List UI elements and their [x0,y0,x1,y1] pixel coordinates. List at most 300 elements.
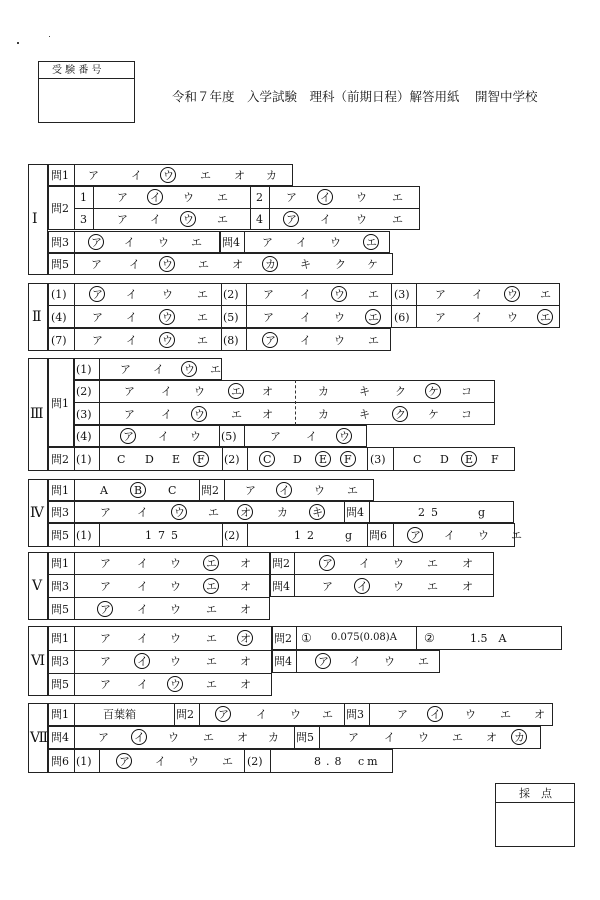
choice[interactable]: ウ [158,236,169,249]
choice[interactable]: オ [240,655,251,668]
selected-mark [203,555,219,571]
choice[interactable]: オ [240,580,251,593]
choice[interactable]: B [134,484,143,497]
choice[interactable]: D [293,453,302,466]
choice[interactable]: イ [279,484,290,497]
selected-mark [319,555,335,571]
choice[interactable]: オ [234,169,245,182]
choice[interactable]: ア [263,311,274,324]
choice[interactable]: イ [300,334,311,347]
choice[interactable]: ウ [339,430,350,443]
school-name: 開智中学校 [475,89,538,104]
choice[interactable]: E [319,453,328,466]
choice[interactable]: ウ [478,529,489,542]
selected-mark [427,706,443,722]
choice[interactable]: エ [322,708,333,721]
choice[interactable]: ア [263,288,274,301]
selected-mark [134,653,150,669]
choice[interactable]: エ [392,191,403,204]
choice[interactable]: カ [277,506,288,519]
sub-label: 2 [256,191,263,204]
label: 問6 [51,755,69,768]
choice[interactable]: オ [240,506,251,519]
choice[interactable]: ウ [194,408,205,421]
choice[interactable]: オ [534,708,545,721]
choice[interactable]: ウ [384,655,395,668]
choice[interactable]: ウ [393,557,404,570]
label: 問2 [51,453,69,466]
choice[interactable]: オ [240,678,251,691]
choice[interactable]: ウ [170,655,181,668]
selected-mark [167,676,183,692]
choice[interactable]: F [344,453,352,466]
selected-mark [276,482,292,498]
score-label: 採 点 [519,787,552,800]
choice[interactable]: キ [359,385,370,398]
answer-value[interactable]: 12 [294,529,320,542]
selected-mark [336,428,352,444]
choice[interactable]: イ [296,236,307,249]
choice[interactable]: エ [452,731,463,744]
choice[interactable]: キ [359,408,370,421]
selected-mark [425,383,441,399]
choice[interactable]: C [168,484,177,497]
selected-mark [504,286,520,302]
choice[interactable]: D [145,453,154,466]
choice[interactable]: エ [206,580,217,593]
choice[interactable]: ア [91,236,102,249]
choice[interactable]: オ [232,258,243,271]
choice[interactable]: ウ [465,708,476,721]
choice[interactable]: ウ [170,678,181,691]
choice[interactable]: ア [100,603,111,616]
choice[interactable]: オ [262,408,273,421]
label: 問2 [176,708,194,721]
choice[interactable]: ウ [170,603,181,616]
choice[interactable]: エ [217,213,228,226]
choice[interactable]: エ [203,731,214,744]
choice[interactable]: エ [206,603,217,616]
choice[interactable]: ア [322,580,333,593]
sub-label: (2) [224,529,240,542]
choice[interactable]: イ [126,311,137,324]
choice[interactable]: ウ [194,385,205,398]
choice[interactable]: ア [100,655,111,668]
choice[interactable]: カ [266,169,277,182]
sub-label: (2) [224,453,240,466]
choice[interactable]: C [117,453,126,466]
choice[interactable]: カ [265,258,276,271]
choice[interactable]: エ [197,311,208,324]
selected-mark [354,578,370,594]
choice[interactable]: イ [320,213,331,226]
choice[interactable]: イ [320,191,331,204]
selected-mark [116,753,132,769]
choice[interactable]: ア [124,385,135,398]
choice[interactable]: ウ [507,311,518,324]
answer-value[interactable]: 25 [418,506,444,519]
choice[interactable]: ウ [507,288,518,301]
choice[interactable]: ウ [162,288,173,301]
choice[interactable]: E [465,453,474,466]
selected-mark [309,504,325,520]
selected-mark [537,309,553,325]
label: 問5 [51,529,69,542]
choice[interactable]: ウ [170,557,181,570]
choice[interactable]: オ [486,731,497,744]
label: 問2 [272,557,290,570]
choice[interactable]: ア [270,430,281,443]
answer-unit: g [478,506,486,519]
choice[interactable]: イ [126,334,137,347]
answer-marker: ① [301,631,312,645]
answer-value[interactable]: 0.075(0.08)A [331,632,397,643]
choice[interactable]: イ [161,408,172,421]
choice[interactable]: ア [218,708,229,721]
selected-mark [228,383,244,399]
label: 問2 [201,484,219,497]
choice[interactable]: イ [350,655,361,668]
choice[interactable]: イ [256,708,267,721]
answer-unit: cm [358,755,381,768]
choice[interactable]: イ [430,708,441,721]
selected-mark [160,167,176,183]
sub-label: (1) [76,363,92,376]
choice[interactable]: イ [137,557,148,570]
choice[interactable]: ウ [168,731,179,744]
exam-number-field[interactable] [38,78,135,123]
selected-mark [159,332,175,348]
choice[interactable]: ウ [188,755,199,768]
choice[interactable]: カ [268,731,279,744]
choice[interactable]: イ [472,311,483,324]
choice[interactable]: カ [318,385,329,398]
selected-mark [159,309,175,325]
label: 問4 [274,655,292,668]
choice[interactable]: ア [435,311,446,324]
choice[interactable]: イ [300,288,311,301]
section-5-label: Ⅴ [32,578,43,594]
label: 問2 [51,202,69,215]
choice[interactable]: ア [119,755,130,768]
choice[interactable]: エ [231,385,242,398]
choice[interactable]: ア [286,191,297,204]
choice[interactable]: ウ [183,191,194,204]
choice[interactable]: エ [200,169,211,182]
label: 問1 [51,169,69,182]
choice[interactable]: イ [153,363,164,376]
sub-label: 3 [80,213,87,226]
choice[interactable]: ウ [162,258,173,271]
choice[interactable]: ア [120,363,131,376]
choice[interactable]: イ [134,731,145,744]
choice[interactable]: イ [357,580,368,593]
choice[interactable]: ウ [356,191,367,204]
choice[interactable]: ウ [334,288,345,301]
choice[interactable]: ア [348,731,359,744]
choice[interactable]: エ [198,258,209,271]
choice[interactable]: エ [217,191,228,204]
choice[interactable]: イ [124,236,135,249]
choice[interactable]: ウ [162,334,173,347]
choice[interactable]: ウ [190,430,201,443]
choice[interactable]: イ [137,506,148,519]
label: 問1 [51,484,69,497]
choice[interactable]: ウ [174,506,185,519]
choice[interactable]: エ [392,213,403,226]
score-field[interactable] [495,802,575,847]
selected-mark [315,653,331,669]
choice[interactable]: ア [100,678,111,691]
sub-label: (1) [51,288,67,301]
selected-mark [131,729,147,745]
choice[interactable]: エ [368,311,379,324]
choice[interactable]: ウ [162,311,173,324]
choice[interactable]: イ [472,288,483,301]
choice[interactable]: キ [300,258,311,271]
selected-mark [237,630,253,646]
choice[interactable]: F [491,453,499,466]
choice[interactable]: エ [427,580,438,593]
label: 問4 [222,236,240,249]
choice[interactable]: ア [397,708,408,721]
choice[interactable]: エ [222,755,233,768]
choice[interactable]: エ [511,529,522,542]
choice[interactable]: エ [206,557,217,570]
selected-mark [340,451,356,467]
choice[interactable]: ウ [334,334,345,347]
choice[interactable]: ア [88,169,99,182]
label: 問3 [51,506,69,519]
choice[interactable]: イ [131,169,142,182]
choice[interactable]: エ [418,655,429,668]
selected-mark [97,601,113,617]
choice[interactable]: イ [137,632,148,645]
choice[interactable]: ウ [290,708,301,721]
section-1-label: Ⅰ [32,211,38,227]
choice[interactable]: ア [91,258,102,271]
choice[interactable]: ア [124,408,135,421]
choice[interactable]: ウ [356,213,367,226]
choice[interactable]: ア [100,580,111,593]
choice[interactable]: ア [318,655,329,668]
choice[interactable]: ア [117,191,128,204]
selected-mark [407,527,423,543]
answer-value[interactable]: 百葉箱 [103,708,136,721]
selected-mark [262,256,278,272]
choice[interactable]: エ [540,311,551,324]
choice[interactable]: イ [150,191,161,204]
section-6-label: Ⅵ [31,653,46,669]
choice[interactable]: C [263,453,272,466]
selected-mark [283,211,299,227]
choice[interactable]: ウ [314,484,325,497]
selected-mark [89,286,105,302]
choice[interactable]: ウ [170,580,181,593]
choice[interactable]: ア [100,506,111,519]
selected-mark [180,211,196,227]
choice[interactable]: ケ [367,258,378,271]
selected-mark [159,256,175,272]
selected-mark [331,286,347,302]
sub-label: (2) [76,385,92,398]
section-3-label: Ⅲ [30,406,44,422]
choice[interactable]: エ [368,288,379,301]
choice[interactable]: ア [117,213,128,226]
choice[interactable]: A [100,484,108,497]
choice[interactable]: オ [237,731,248,744]
choice[interactable]: イ [158,430,169,443]
label: 問1 [51,632,69,645]
choice[interactable]: ア [92,311,103,324]
choice[interactable]: ケ [428,408,439,421]
choice[interactable]: オ [462,580,473,593]
choice[interactable]: オ [462,557,473,570]
choice[interactable]: エ [210,363,221,376]
choice[interactable]: エ [427,557,438,570]
choice[interactable]: ア [123,430,134,443]
sub-label: (1) [76,755,92,768]
choice[interactable]: エ [368,334,379,347]
label: 問6 [369,529,387,542]
choice[interactable]: イ [129,258,140,271]
choice[interactable]: ウ [418,731,429,744]
sub-label: (6) [394,311,410,324]
choice[interactable]: イ [137,655,148,668]
label: 問4 [51,731,69,744]
selected-mark [365,309,381,325]
label: 問3 [51,236,69,249]
sub-label: (5) [223,311,239,324]
choice[interactable]: エ [197,288,208,301]
selected-mark [461,451,477,467]
selected-mark [130,482,146,498]
choice[interactable]: イ [306,430,317,443]
choice[interactable]: オ [240,603,251,616]
choice[interactable]: ク [395,385,406,398]
label: 問3 [346,708,364,721]
choice[interactable]: イ [126,288,137,301]
choice[interactable]: イ [300,311,311,324]
label: 問3 [51,655,69,668]
selected-mark [363,234,379,250]
selected-mark [511,729,527,745]
answer-marker: ② [424,631,435,645]
choice[interactable]: ウ [170,632,181,645]
choice[interactable]: イ [444,529,455,542]
choice[interactable]: F [197,453,205,466]
answer-unit: g [345,529,353,542]
choice[interactable]: ア [410,529,421,542]
choice[interactable]: ア [322,557,333,570]
choice[interactable]: エ [208,506,219,519]
choice[interactable]: エ [206,678,217,691]
choice[interactable]: オ [240,557,251,570]
choice[interactable]: イ [359,557,370,570]
answer-value[interactable]: 1.5 A [470,632,507,645]
choice[interactable]: C [413,453,422,466]
selected-mark [193,451,209,467]
choice[interactable]: イ [155,755,166,768]
selected-mark [120,428,136,444]
choice[interactable]: イ [161,385,172,398]
choice[interactable]: エ [366,236,377,249]
choice[interactable]: ア [265,334,276,347]
answer-value[interactable]: 175 [145,529,184,542]
answer-value[interactable]: 8.8 [314,755,347,768]
selected-mark [203,578,219,594]
choice[interactable]: ウ [163,169,174,182]
choice[interactable]: ク [335,258,346,271]
choice[interactable]: ア [435,288,446,301]
choice[interactable]: エ [197,334,208,347]
choice[interactable]: イ [384,731,395,744]
selected-mark [88,234,104,250]
section-2-label: Ⅱ [32,309,42,325]
sub-label: (4) [51,311,67,324]
choice[interactable]: ウ [393,580,404,593]
selected-mark [171,504,187,520]
choice[interactable]: イ [137,678,148,691]
section-4-label: Ⅳ [30,505,44,521]
choice[interactable]: ク [395,408,406,421]
choice[interactable]: オ [262,385,273,398]
section-7-label: Ⅶ [30,730,49,746]
choice[interactable]: イ [137,603,148,616]
choice[interactable]: コ [461,385,472,398]
choice[interactable]: ケ [428,385,439,398]
choice[interactable]: E [172,453,181,466]
choice[interactable]: コ [461,408,472,421]
choice[interactable]: エ [231,408,242,421]
choice[interactable]: ア [100,632,111,645]
sub-label: (3) [76,408,92,421]
choice[interactable]: ア [100,557,111,570]
choice[interactable]: エ [347,484,358,497]
choice[interactable]: エ [540,288,551,301]
choice[interactable]: エ [206,655,217,668]
choice[interactable]: ア [245,484,256,497]
choice[interactable]: カ [514,731,525,744]
label: 問5 [51,258,69,271]
choice[interactable]: ウ [330,236,341,249]
choice[interactable]: イ [137,580,148,593]
choice[interactable]: キ [312,506,323,519]
choice[interactable]: ウ [334,311,345,324]
choice[interactable]: イ [150,213,161,226]
choice[interactable]: ウ [183,213,194,226]
label: 問2 [274,632,292,645]
choice[interactable]: ア [92,334,103,347]
choice[interactable]: ウ [184,363,195,376]
sub-label: (3) [394,288,410,301]
label: 問4 [346,506,364,519]
choice[interactable]: ア [286,213,297,226]
choice[interactable]: ア [98,731,109,744]
choice[interactable]: オ [240,632,251,645]
choice[interactable]: ア [92,288,103,301]
selected-mark [317,189,333,205]
choice[interactable]: ア [262,236,273,249]
label: 問1 [51,397,69,410]
choice[interactable]: エ [191,236,202,249]
label: 問1 [51,557,69,570]
choice[interactable]: エ [500,708,511,721]
choice[interactable]: D [440,453,449,466]
choice[interactable]: エ [206,632,217,645]
sub-label: (3) [370,453,386,466]
choice[interactable]: カ [318,408,329,421]
